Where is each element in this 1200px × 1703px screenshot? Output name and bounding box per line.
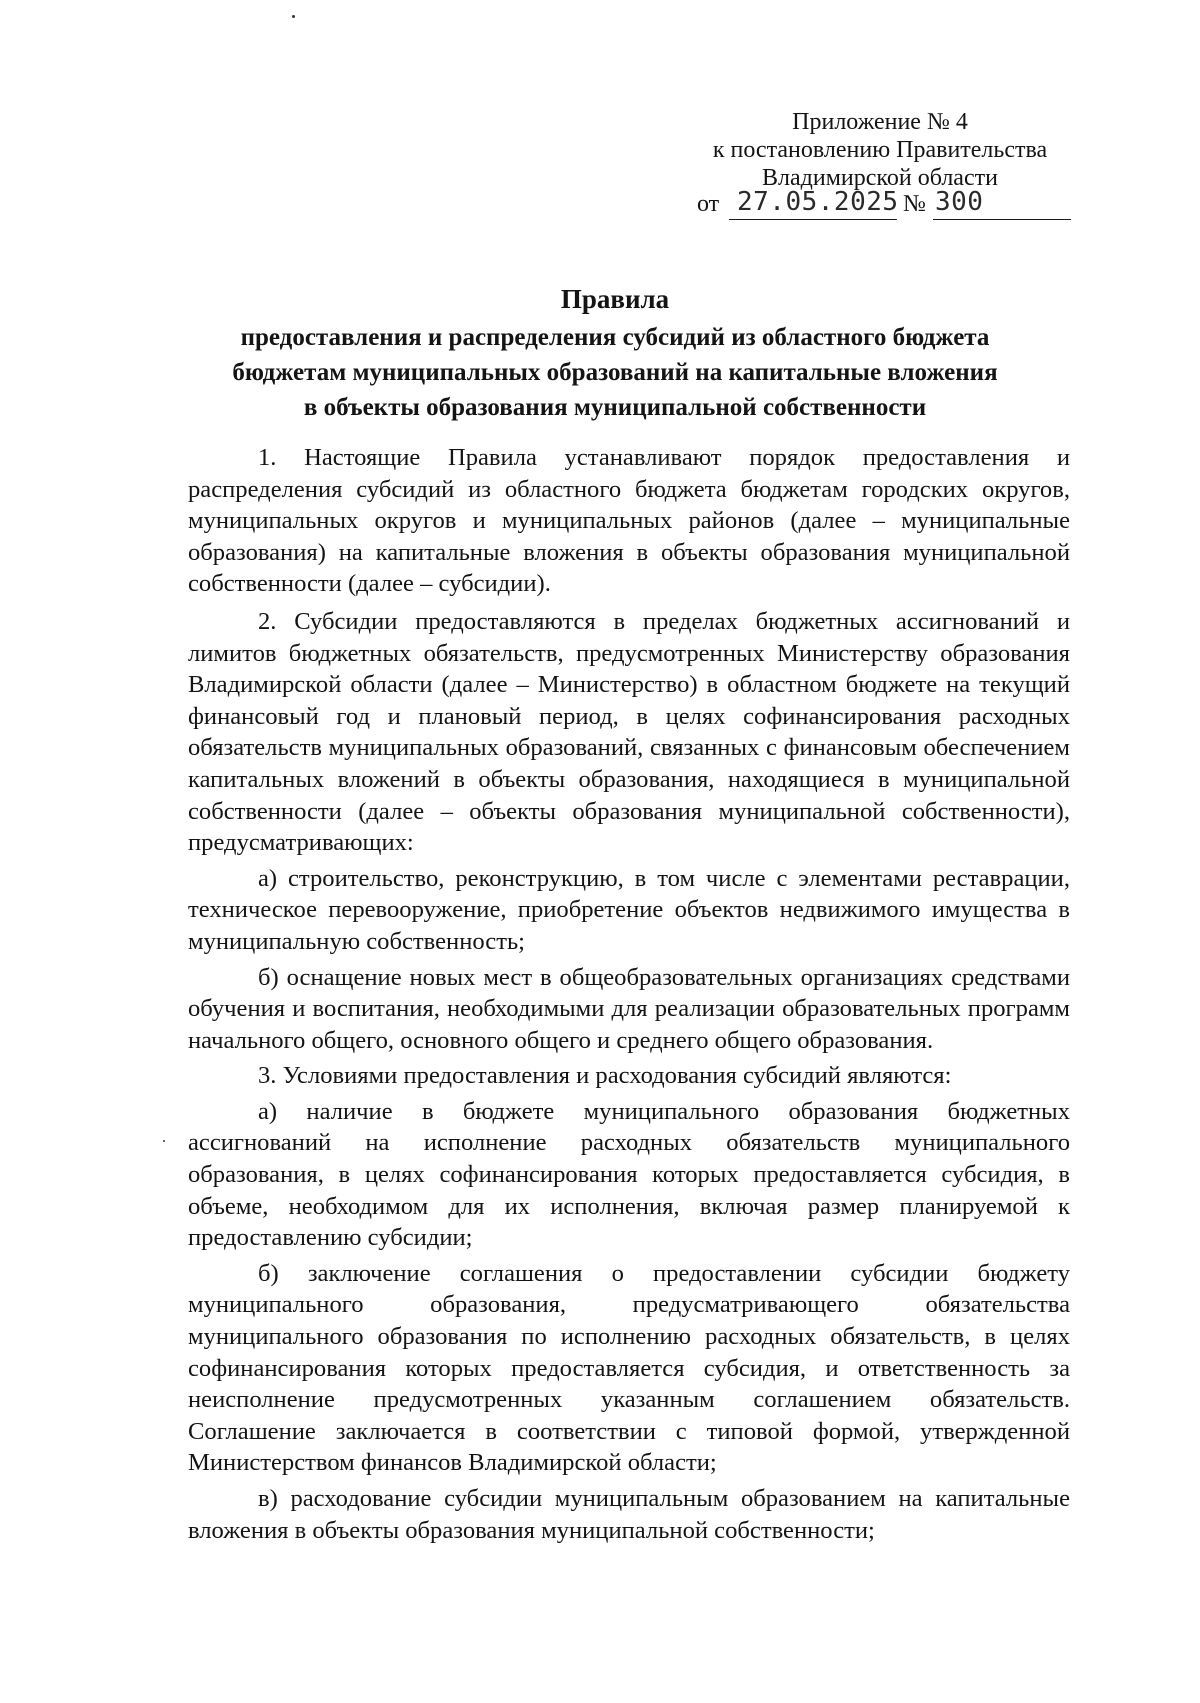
resolution-number: 300 [935, 187, 984, 217]
resolution-date-line [697, 187, 1077, 224]
number-prefix: № [903, 191, 926, 217]
appendix-number: Приложение № 4 [792, 109, 968, 135]
paragraph-3: 3. Условиями предоставления и расходования субсидий являются: [258, 1062, 952, 1090]
title-line: в объекты образования муниципальной собственности [303, 394, 927, 421]
paragraph-2a: а) строительство, реконструкцию, в том числе с элементами реставрации, техническое перевооружение, приобретение объектов недвижимого имущества в муниципальную собственность; [188, 864, 1070, 955]
title-line: бюджетам муниципальных образований на капитальные вложения [232, 359, 998, 386]
appendix-header [700, 108, 1060, 192]
paragraph-2: 2. Субсидии предоставляются в пределах бюджетных ассигнований и лимитов бюджетных обязательств, предусмотренных Министерству образования Владимирской области (далее – Министерство) в областном бюджете на текущий финансовый год и плановый период, в целях софинансирования расходных обязательств муниципальных образований, связанных с финансовым обеспечением капитальных вложений в объекты образования, находящиеся в муниципальной собственности (далее – объекты образования муниципальной собственности), предусматривающих: [188, 607, 1070, 857]
scan-speck [163, 1140, 165, 1142]
title-main: Правила [560, 284, 670, 314]
appendix-region: Владимирской области [762, 165, 998, 191]
scan-speck [292, 15, 295, 18]
resolution-date: 27.05.2025 [737, 187, 899, 217]
paragraph-2b: б) оснащение новых мест в общеобразовательных организациях средствами обучения и воспитания, необходимыми для реализации образовательных программ начального общего, основного общего и среднего общего образования. [188, 963, 1070, 1054]
paragraph-1: 1. Настоящие Правила устанавливают порядок предоставления и распределения субсидий из областного бюджета бюджетам городских округов, муниципальных округов и муниципальных районов (далее – муниципальные образования) на капитальные вложения в объекты образования муниципальной собственности (далее – субсидии). [188, 444, 1070, 598]
date-prefix: от [697, 191, 720, 217]
document-body [188, 442, 1070, 1550]
paragraph-3a: а) наличие в бюджете муниципального образования бюджетных ассигнований на исполнение расходных обязательств муниципального образования, в целях софинансирования которых предоставляется субсидия, в объеме, необходимом для их исполнения, включая размер планируемой к предоставлению субсидии; [188, 1097, 1070, 1252]
document-title [130, 282, 1100, 425]
title-line: предоставления и распределения субсидий из областного бюджета [240, 324, 990, 351]
appendix-resolution: к постановлению Правительства [712, 137, 1048, 163]
paragraph-3b: б) заключение соглашения о предоставлении субсидии бюджету муниципального образования, предусматривающего обязательства муниципального образования по исполнению расходных обязательств, в целях софинансирования которых предоставляется субсидия, и ответственность за неисполнение предусмотренных указанным соглашением обязательств. Соглашение заключается в соответствии с типовой формой, утвержденной Министерством финансов Владимирской области; [188, 1259, 1070, 1477]
paragraph-3c: в) расходование субсидии муниципальным образованием на капитальные вложения в объекты образования муниципальной собственности; [188, 1485, 1070, 1544]
